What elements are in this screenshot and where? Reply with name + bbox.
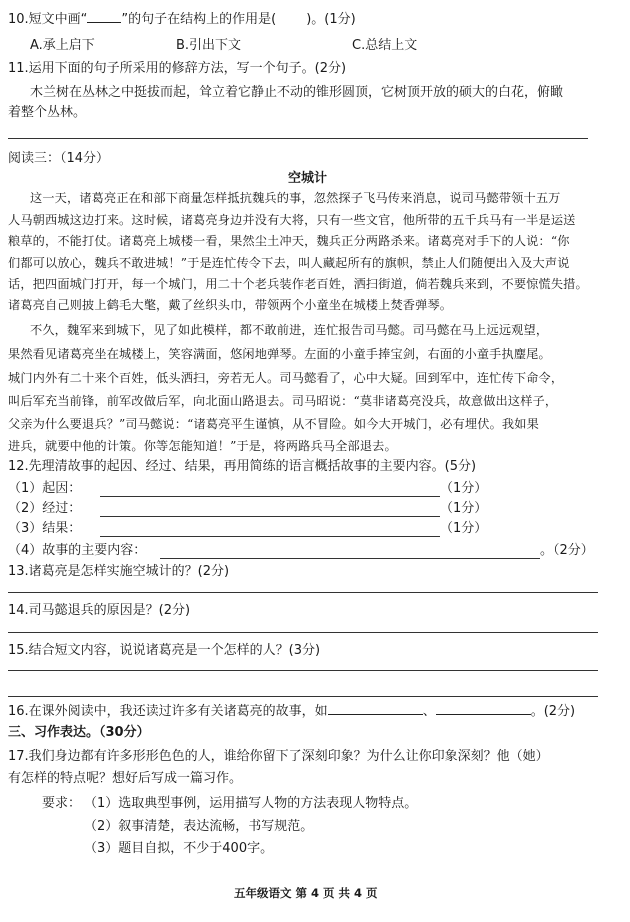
q12-result-answer-line[interactable] bbox=[100, 536, 440, 537]
q10-option-b: B.引出下文 bbox=[176, 38, 242, 53]
q12-process-score: （1分） bbox=[440, 501, 488, 516]
q10-prompt: 10.短文中画“ ”的句子在结构上的作用是( )。(1分) bbox=[8, 12, 356, 27]
page-footer: 五年级语文 第 4 页 共 4 页 bbox=[234, 886, 378, 900]
q13-prompt: 13.诸葛亮是怎样实施空城计的？(2分) bbox=[8, 564, 230, 579]
story-line: 人马朝西城这边打来。这时候，诸葛亮身边并没有大将，只有一些文官，他所带的五千兵马有一半是运送 bbox=[8, 213, 576, 227]
story-line: 叫后军充当前锋，前军改做后军，向北面山路退去。司马昭说：“莫非诸葛亮没兵，故意做出这样子， bbox=[8, 394, 558, 408]
q16-prompt: 16.在课外阅读中，我还读过许多有关诸葛亮的故事，如 、 。(2分) bbox=[8, 704, 576, 719]
story-line: 果然看见诸葛亮坐在城楼上，笑容满面，悠闲地弹琴。左面的小童手捧宝剑，右面的小童手执麈尾。 bbox=[8, 347, 551, 361]
story-line: 话，把四面城门打开，每一个城门，用二十个老兵装作老百姓，洒扫街道，倘若魏兵来到，不要惊慌失措。 bbox=[8, 277, 588, 291]
q11-sentence-line2: 着整个丛林。 bbox=[8, 105, 87, 120]
q15-answer-line-2[interactable] bbox=[8, 696, 598, 697]
q15-answer-line-1[interactable] bbox=[8, 670, 598, 671]
q10-option-a: A.承上启下 bbox=[30, 38, 95, 53]
q13-answer-line[interactable] bbox=[8, 592, 598, 593]
q12-summary-label: （4）故事的主要内容： bbox=[8, 543, 147, 558]
q12-item-cause-label: （1）起因： bbox=[8, 481, 82, 496]
q17-requirement-1: （1）选取典型事例，运用描写人物的方法表现人物特点。 bbox=[84, 796, 418, 811]
q12-prompt: 12.先理清故事的起因、经过、结果，再用简练的语言概括故事的主要内容。(5分) bbox=[8, 459, 477, 474]
q10-underline-blank bbox=[87, 10, 121, 23]
story-line: 这一天，诸葛亮正在和部下商量怎样抵抗魏兵的事，忽然探子飞马传来消息，说司马懿带领十五万 bbox=[30, 191, 561, 205]
q17-requirement-3: （3）题目自拟，不少于400字。 bbox=[84, 841, 274, 856]
story-line: 父亲为什么要退兵？”司马懿说：“诸葛亮平生谨慎，从不冒险。如今大开城门，必有埋伏。我如果 bbox=[8, 417, 539, 431]
story-line: 诸葛亮自己则披上鹤毛大氅，戴了丝织头巾，带领两个小童坐在城楼上焚香弹琴。 bbox=[8, 298, 453, 312]
q17-line2: 有怎样的特点呢？想好后写成一篇习作。 bbox=[8, 771, 243, 786]
story-line: 们都可以放心，魏兵不敢进城！”于是连忙传令下去，叫人藏起所有的旗帜，禁止人们随便出入及大声说 bbox=[8, 256, 570, 270]
story-line: 进兵，就要中他的计策。你等怎能知道！”于是，将两路兵马全部退去。 bbox=[8, 439, 397, 453]
q15-prompt: 15.结合短文内容，说说诸葛亮是一个怎样的人？(3分) bbox=[8, 643, 321, 658]
q11-answer-line[interactable] bbox=[8, 138, 588, 139]
q12-result-score: （1分） bbox=[440, 521, 488, 536]
q12-cause-answer-line[interactable] bbox=[100, 496, 440, 497]
q11-sentence-line1: 木兰树在丛林之中挺拔而起，耸立着它静止不动的锥形圆顶，它树顶开放的硕大的白花，俯瞰 bbox=[30, 85, 564, 100]
q17-requirement-2: （2）叙事清楚，表达流畅，书写规范。 bbox=[84, 819, 314, 834]
section3-header: 三、习作表达。（30分） bbox=[8, 725, 150, 740]
q17-line1: 17.我们身边都有许多形形色色的人，谁给你留下了深刻印象？为什么让你印象深刻？他（她） bbox=[8, 749, 549, 764]
q16-story-blank-1[interactable] bbox=[328, 702, 423, 715]
q14-prompt: 14.司马懿退兵的原因是？(2分) bbox=[8, 603, 191, 618]
q12-summary-score: 。（2分） bbox=[540, 543, 594, 558]
q12-item-process-label: （2）经过： bbox=[8, 501, 82, 516]
q12-cause-score: （1分） bbox=[440, 481, 488, 496]
story-line: 粮草的，不能打仗。诸葛亮上城楼一看，果然尘土冲天，魏兵正分两路杀来。诸葛亮对手下的人说：“你 bbox=[8, 234, 570, 248]
story-line: 城门内外有二十来个百姓，低头洒扫，旁若无人。司马懿看了，心中大疑。回到军中，连忙传下命令， bbox=[8, 371, 564, 385]
q11-prompt: 11.运用下面的句子所采用的修辞方法，写一个句子。(2分) bbox=[8, 61, 347, 76]
q12-item-result-label: （3）结果： bbox=[8, 521, 82, 536]
q17-requirements-label: 要求： bbox=[42, 796, 82, 811]
q16-story-blank-2[interactable] bbox=[436, 702, 531, 715]
story-title: 空城计 bbox=[288, 171, 328, 186]
reading3-header: 阅读三：（14分） bbox=[8, 151, 110, 166]
q10-option-c: C.总结上文 bbox=[352, 38, 418, 53]
q12-process-answer-line[interactable] bbox=[100, 516, 440, 517]
story-line: 不久，魏军来到城下，见了如此模样，都不敢前进，连忙报告司马懿。司马懿在马上远远观望， bbox=[30, 323, 549, 337]
q14-answer-line[interactable] bbox=[8, 632, 598, 633]
q12-summary-answer-line[interactable] bbox=[160, 558, 540, 559]
